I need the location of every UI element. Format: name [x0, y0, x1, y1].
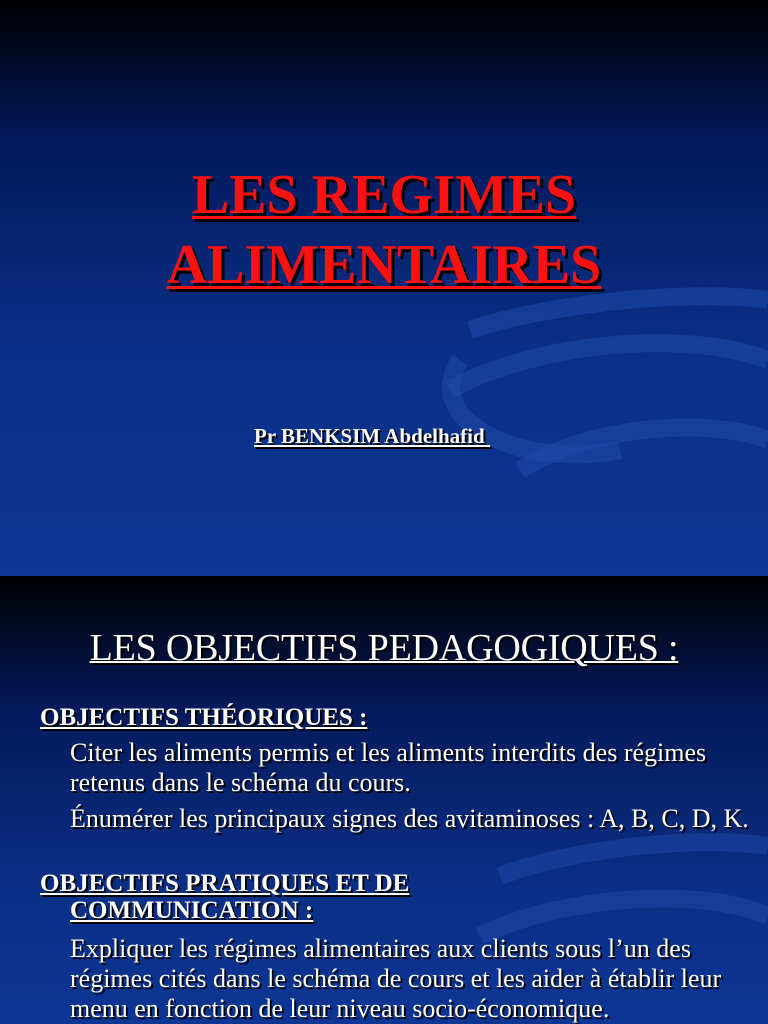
- section-heading-practical: [40, 870, 409, 924]
- objective-item: Citer les aliments permis et les aliments interdits des régimes retenus dans le schéma du cours.: [70, 738, 707, 797]
- presentation-title: [0, 160, 768, 300]
- section-heading-theoretical: OBJECTIFS THÉORIQUES :: [40, 704, 368, 731]
- objective-item: Expliquer les régimes alimentaires aux clients sous l’un des régimes cités dans le schéma de cours et les aider à établir leur menu en fonction de leur niveau socio-économique.: [70, 934, 722, 1023]
- title-line-1: LES REGIMES: [191, 164, 577, 226]
- objective-item: Énumérer les principaux signes des avitaminoses : A, B, C, D, K.: [70, 804, 749, 833]
- author-name: Pr BENKSIM Abdelhafid: [254, 424, 490, 448]
- slide-objectives: [0, 576, 768, 1024]
- slide-heading: LES OBJECTIFS PEDAGOGIQUES :: [89, 627, 679, 669]
- section-heading-line-2: COMMUNICATION :: [70, 897, 314, 924]
- title-line-2: ALIMENTAIRES: [166, 234, 602, 296]
- section-heading-line-1: OBJECTIFS PRATIQUES ET DE: [40, 870, 410, 897]
